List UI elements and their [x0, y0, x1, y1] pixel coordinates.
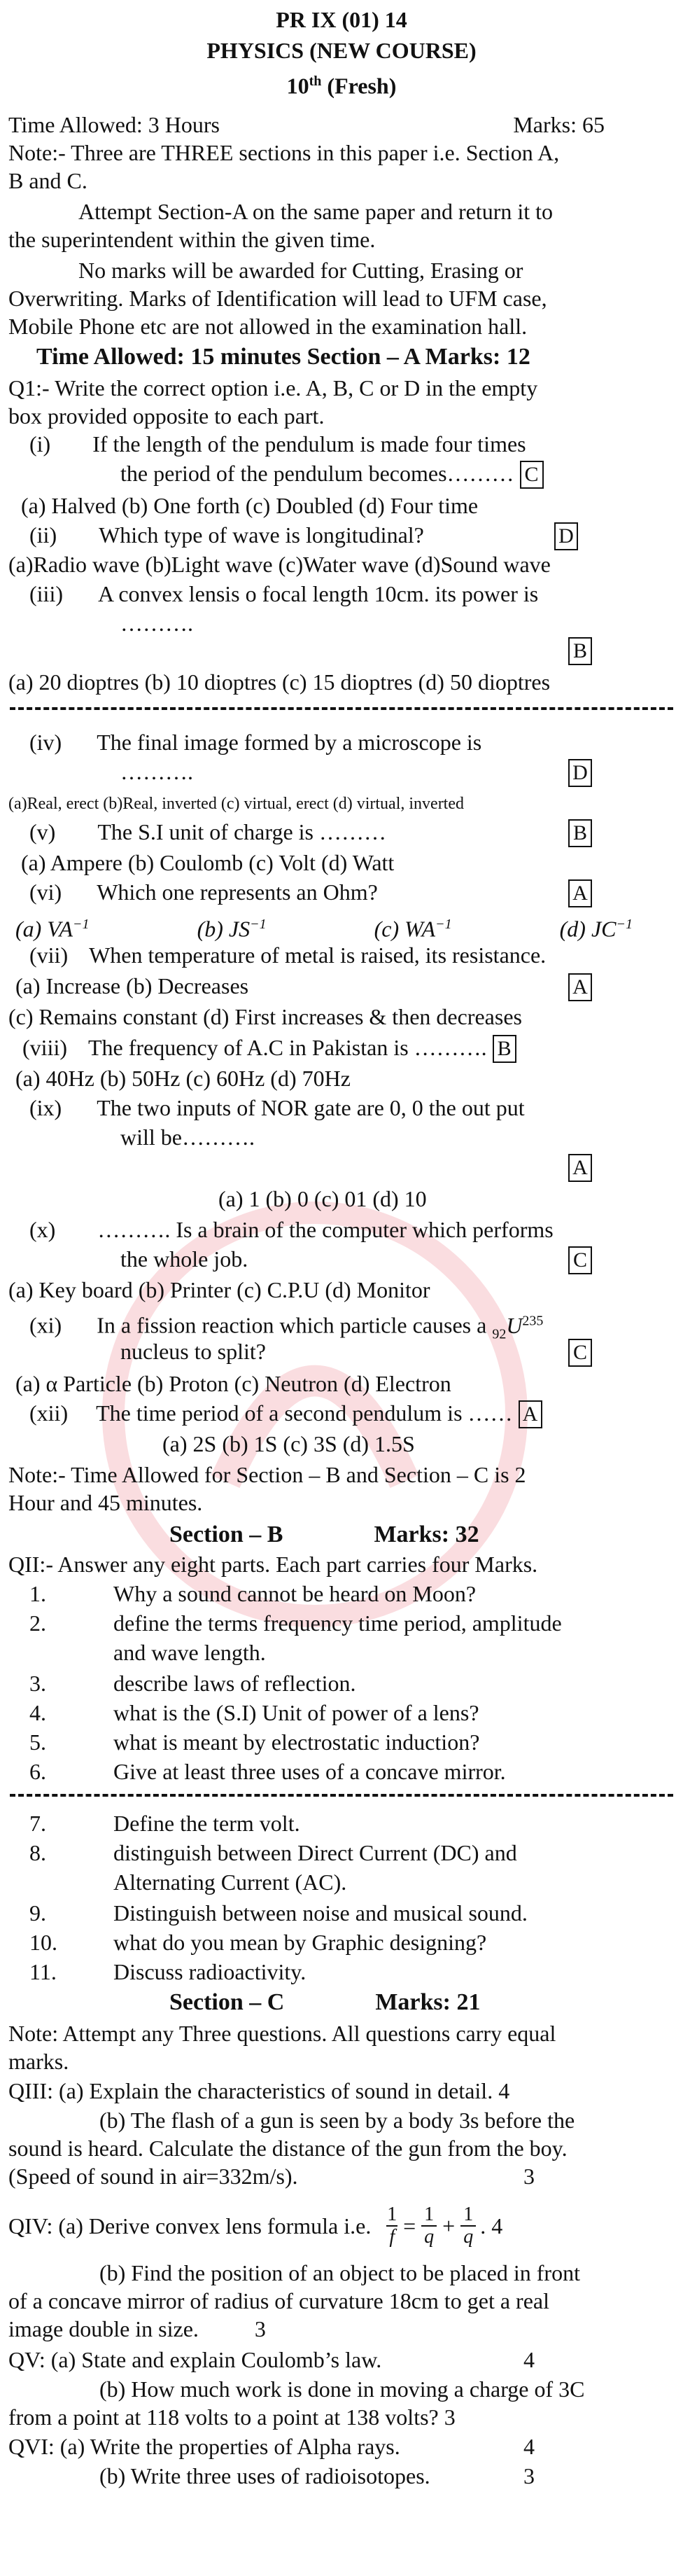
mcq-options: (a) Halved (b) One forth (c) Doubled (d) Four time	[21, 493, 479, 518]
mcq-item: will be……….	[120, 1125, 255, 1150]
answer-box: B	[568, 637, 592, 665]
uranium-nucleus: $_{92}U^{235}$	[492, 1312, 544, 1342]
long-question: (Speed of sound in air=332m/s). 3	[8, 2164, 535, 2189]
section-b-title: Section – B Marks: 32	[169, 1522, 479, 1547]
long-question: sound is heard. Calculate the distance of the gun from the boy.	[8, 2136, 568, 2161]
section-note: marks.	[8, 2049, 69, 2074]
mcq-options: (a) Key board (b) Printer (c) C.P.U (d) Monitor	[8, 1277, 430, 1302]
mcq-item: (v) The S.I unit of charge is ………	[29, 819, 386, 844]
answer-box: C	[568, 1339, 592, 1367]
mcq-options: (a) α Particle (b) Proton (c) Neutron (d) Electron	[15, 1371, 451, 1396]
mcq-options: (a) 40Hz (b) 50Hz (c) 60Hz (d) 70Hz	[15, 1066, 351, 1091]
mcq-options: (a) Ampere (b) Coulomb (c) Volt (d) Watt	[21, 850, 395, 875]
long-question: QIII: (a) Explain the characteristics of sound in detail. 4	[8, 2078, 510, 2103]
answer-box: A	[568, 1154, 592, 1182]
note-line: Mobile Phone etc are not allowed in the examination hall.	[8, 314, 528, 339]
short-question: 9. Distinguish between noise and musical sound.	[29, 1900, 528, 1926]
short-question: 5. what is meant by electrostatic induction?	[29, 1729, 480, 1755]
q1-instruction: box provided opposite to each part.	[8, 403, 325, 429]
total-marks: Marks: 65	[513, 112, 605, 137]
note-line: B and C.	[8, 168, 87, 193]
paper-subject: PHYSICS (NEW COURSE)	[206, 38, 477, 63]
short-question: 6. Give at least three uses of a concave mirror.	[29, 1759, 506, 1784]
mcq-item: (ii) Which type of wave is longitudinal?	[29, 522, 424, 548]
short-question: 1. Why a sound cannot be heard on Moon?	[29, 1581, 477, 1606]
mcq-options	[8, 910, 675, 943]
cut-line	[10, 707, 673, 710]
long-question: (b) The flash of a gun is seen by a body 3s before the	[99, 2108, 575, 2133]
short-question: 3. describe laws of reflection.	[29, 1671, 356, 1696]
note-line: the superintendent within the given time.	[8, 227, 376, 252]
short-question: 11. Discuss radioactivity.	[29, 1959, 307, 1984]
mcq-item: nucleus to split?	[120, 1339, 266, 1364]
section-note: Hour and 45 minutes.	[8, 1490, 203, 1515]
paper-grade: 10th (Fresh)	[286, 73, 397, 99]
paper-meta	[8, 111, 675, 139]
mcq-item: (i) If the length of the pendulum is made four times	[29, 431, 526, 457]
q1-instruction: Q1:- Write the correct option i.e. A, B, C or D in the empty	[8, 375, 538, 401]
short-question: Alternating Current (AC).	[113, 1870, 347, 1895]
note-line: Note:- Three are THREE sections in this paper i.e. Section A,	[8, 140, 560, 165]
short-question: 10. what do you mean by Graphic designing?	[29, 1930, 487, 1955]
section-a-title: Time Allowed: 15 minutes Section – A Marks: 12	[36, 344, 530, 370]
long-question: image double in size. 3	[8, 2316, 266, 2341]
mcq-item: (iv) The final image formed by a microscope is	[29, 730, 482, 755]
short-question: 2. define the terms frequency time period, amplitude	[29, 1610, 562, 1636]
short-question: and wave length.	[113, 1640, 266, 1665]
section-note: Note: Attempt any Three questions. All questions carry equal	[8, 2021, 556, 2046]
mcq-item: the period of the pendulum becomes……… C	[8, 459, 675, 489]
note-line: Attempt Section-A on the same paper and return it to	[78, 199, 554, 224]
short-question: 8. distinguish between Direct Current (DC) and	[29, 1840, 517, 1865]
mcq-item: (xii) The time period of a second pendulum is …… A	[8, 1399, 675, 1428]
mcq-options: (a) 1 (b) 0 (c) 01 (d) 10	[218, 1186, 427, 1211]
answer-box: B	[493, 1035, 516, 1063]
mcq-item: the whole job.	[120, 1246, 248, 1272]
long-question: of a concave mirror of radius of curvature 18cm to get a real	[8, 2288, 549, 2313]
mcq-item: (vii) When temperature of metal is raised, its resistance.	[29, 942, 547, 968]
answer-box: D	[554, 522, 578, 550]
mcq-item: (x) ………. Is a brain of the computer which performs	[29, 1217, 554, 1242]
answer-box: B	[568, 819, 592, 847]
section-note: Note:- Time Allowed for Section – B and Section – C is 2	[8, 1462, 526, 1487]
short-question: 7. Define the term volt.	[29, 1811, 300, 1836]
long-question: (b) Write three uses of radioisotopes. 3	[99, 2463, 535, 2488]
mcq-item: (viii) The frequency of A.C in Pakistan is ………. B	[8, 1033, 675, 1063]
long-question: (b) Find the position of an object to be placed in front	[99, 2260, 580, 2285]
long-question: QV: (a) State and explain Coulomb’s law. 4	[8, 2347, 535, 2372]
time-allowed: Time Allowed: 3 Hours	[8, 112, 220, 137]
mcq-options: (a)Radio wave (b)Light wave (c)Water wave (d)Sound wave	[8, 552, 551, 577]
mcq-options: (a) Increase (b) Decreases	[15, 973, 249, 998]
long-question: QVI: (a) Write the properties of Alpha rays. 4	[8, 2434, 535, 2459]
mcq-item: ……….	[120, 759, 193, 784]
mcq-item: (iii) A convex lensis o focal length 10cm. its power is	[29, 581, 539, 606]
mcq-item: ……….	[120, 611, 193, 636]
answer-box: C	[520, 461, 544, 489]
long-question: from a point at 118 volts to a point at 138 volts? 3	[8, 2404, 456, 2430]
answer-box: D	[568, 759, 592, 787]
cut-line	[10, 1794, 673, 1797]
answer-box: C	[568, 1246, 592, 1274]
mcq-options: (a)Real, erect (b)Real, inverted (c) virtual, erect (d) virtual, inverted	[8, 795, 464, 813]
option-b: (b) $JS^{-1}$	[197, 916, 267, 942]
paper-code: PR IX (01) 14	[276, 7, 407, 32]
mcq-item: (vi) Which one represents an Ohm?	[29, 879, 378, 905]
long-question: QIV: (a) Derive convex lens formula i.e. $\frac{1}{f}$ = $\frac{1}{q}$ + $\frac{1}{q}$ . 4	[8, 2203, 503, 2248]
answer-box: A	[568, 973, 592, 1001]
mcq-options: (c) Remains constant (d) First increases & then decreases	[8, 1004, 522, 1029]
mcq-item: (ix) The two inputs of NOR gate are 0, 0 the out put	[29, 1095, 525, 1120]
mcq-item: (xi) In a fission reaction which particle causes a $_{92}U^{235}$	[29, 1312, 544, 1342]
answer-box: A	[568, 879, 592, 907]
note-line: No marks will be awarded for Cutting, Erasing or	[78, 258, 523, 283]
mcq-options: (a) 20 dioptres (b) 10 dioptres (c) 15 dioptres (d) 50 dioptres	[8, 669, 551, 695]
option-c: (c) $WA^{-1}$	[374, 916, 452, 942]
option-a: (a) $VA^{-1}$	[15, 916, 90, 942]
answer-box: A	[519, 1400, 542, 1428]
option-d: (d) $JC^{-1}$	[559, 916, 633, 942]
note-line: Overwriting. Marks of Identification will lead to UFM case,	[8, 286, 547, 311]
lens-formula: $\frac{1}{f}$ = $\frac{1}{q}$ + $\frac{1}{q}$ . 4	[387, 2203, 503, 2248]
long-question: (b) How much work is done in moving a charge of 3C	[99, 2376, 585, 2402]
q2-instruction: QII:- Answer any eight parts. Each part carries four Marks.	[8, 1552, 538, 1577]
mcq-options: (a) 2S (b) 1S (c) 3S (d) 1.5S	[162, 1431, 415, 1456]
section-c-title: Section – C Marks: 21	[169, 1989, 481, 2015]
short-question: 4. what is the (S.I) Unit of power of a lens?	[29, 1700, 479, 1725]
